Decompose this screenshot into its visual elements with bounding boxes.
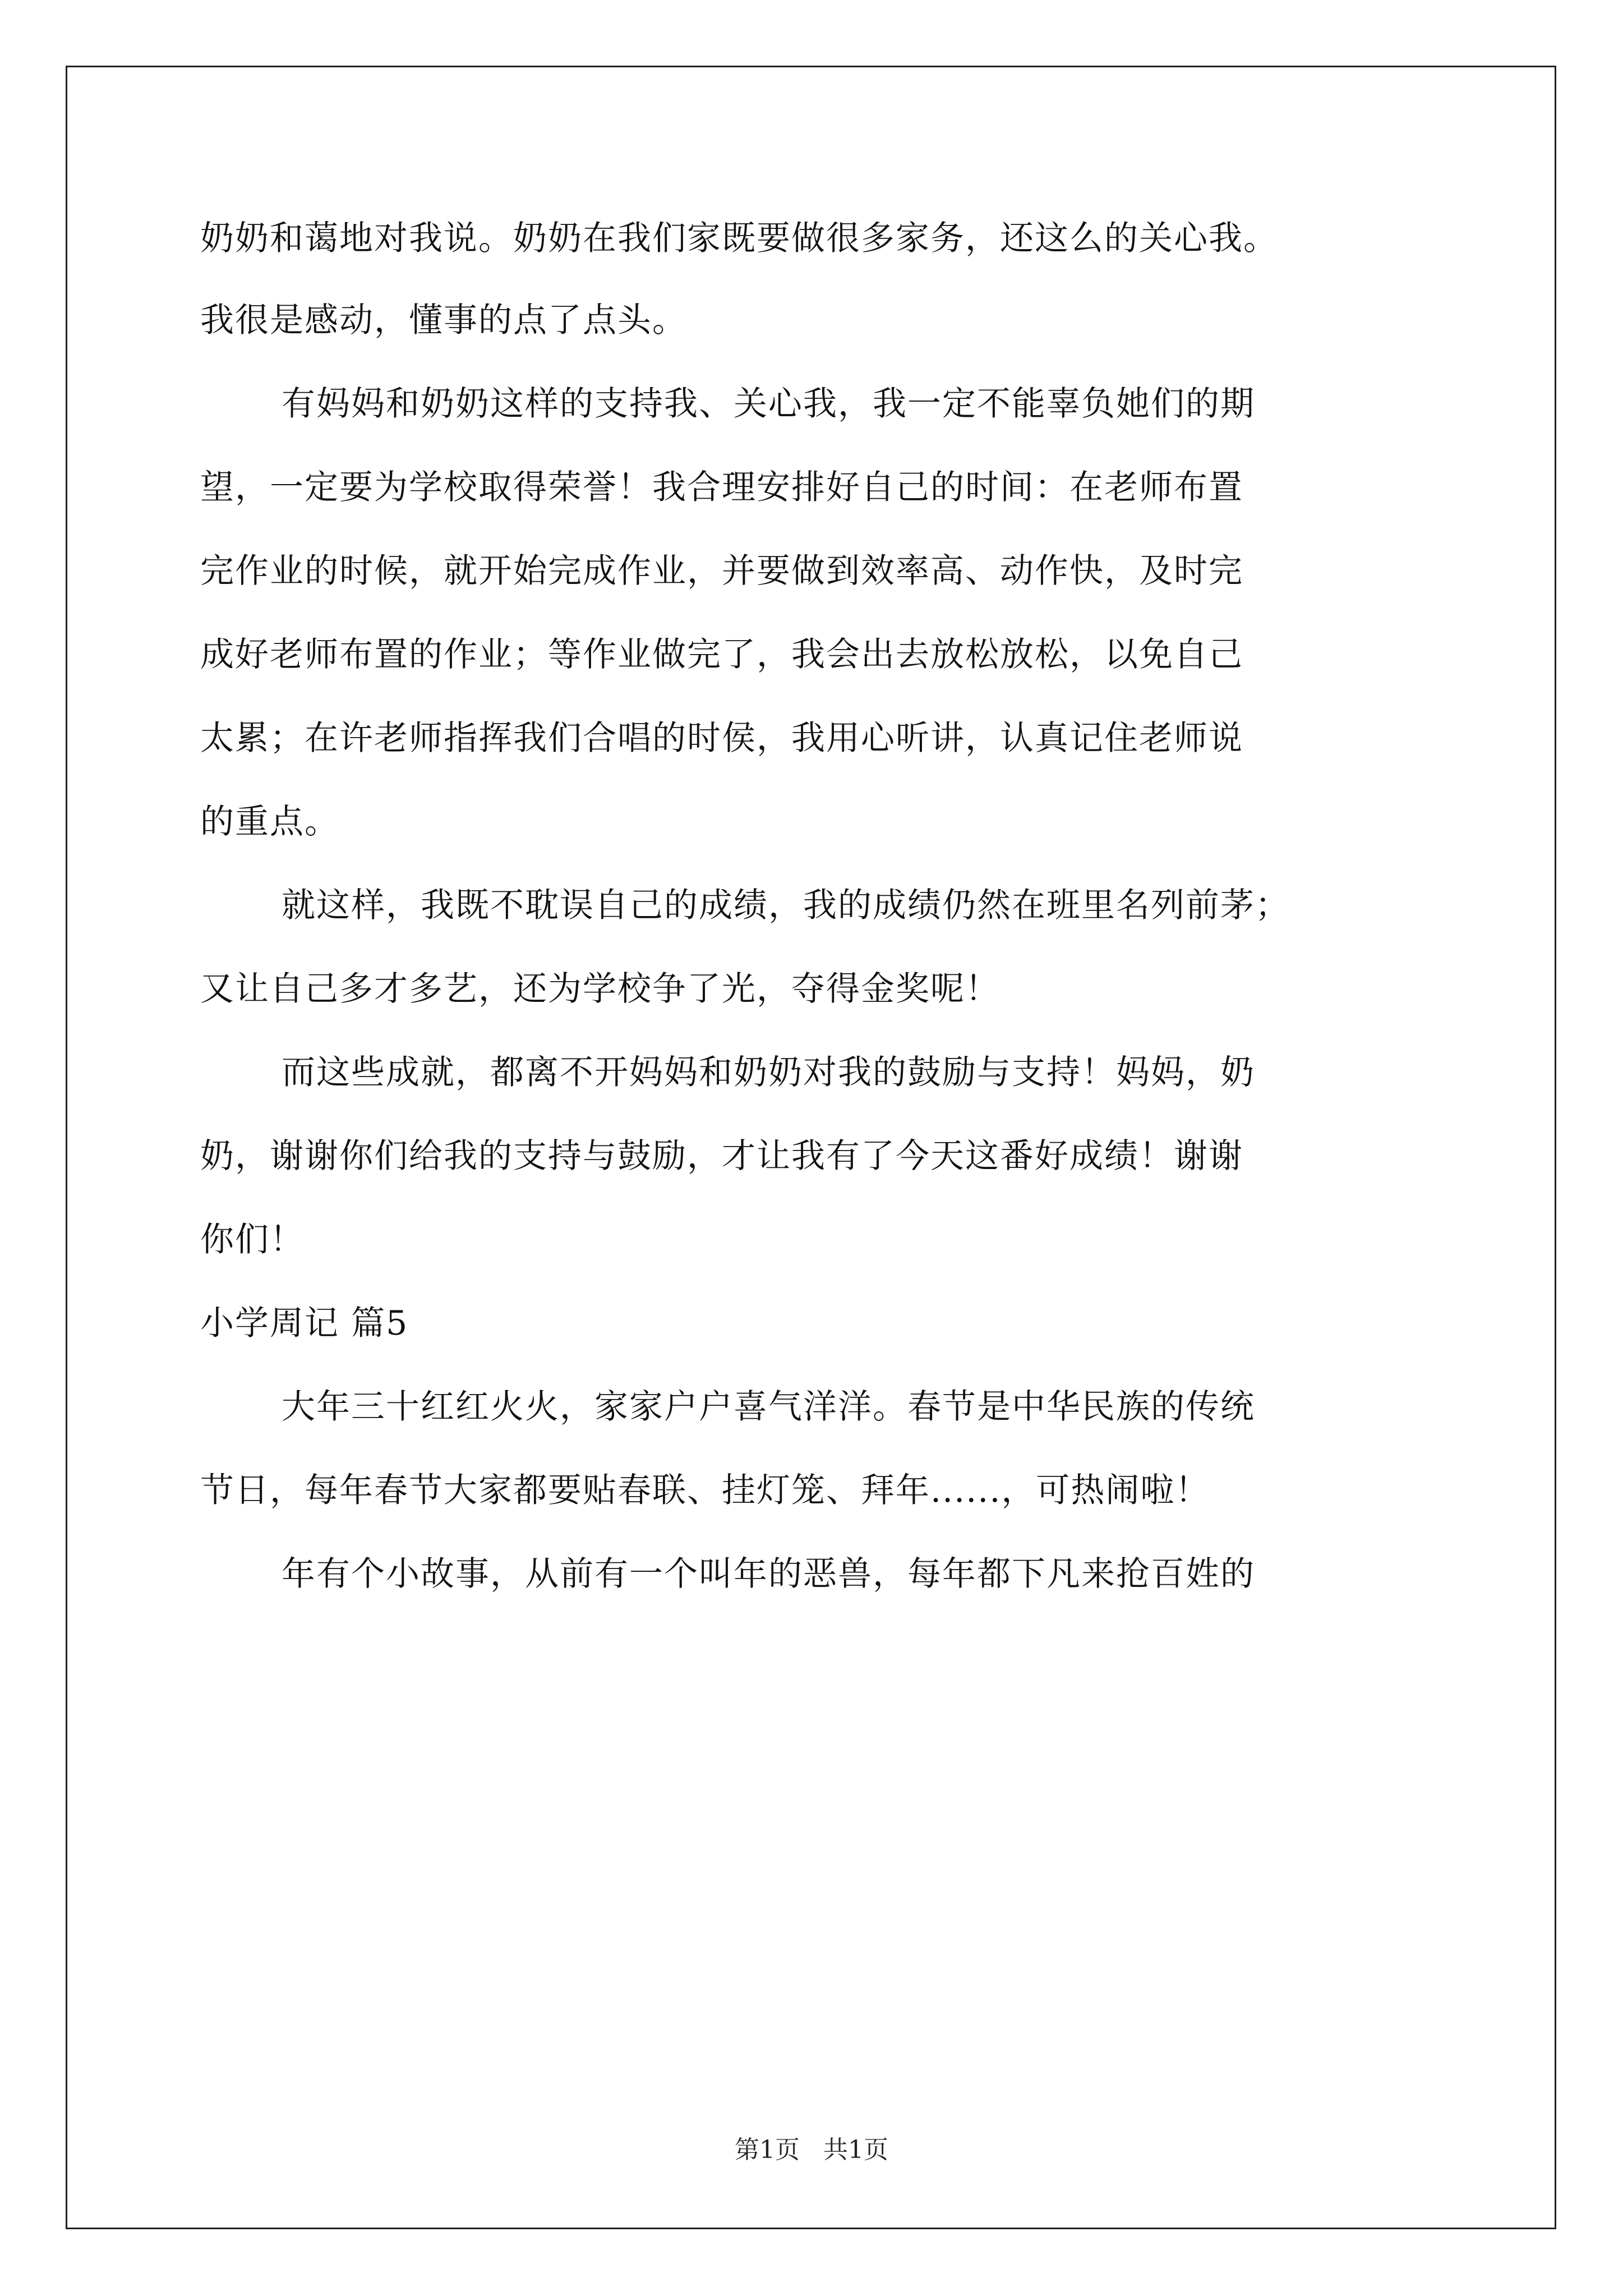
text-line: 的重点。 xyxy=(200,802,339,841)
text-line: 成好老师布置的作业；等作业做完了，我会出去放松放松，以免自己 xyxy=(200,635,1243,674)
text-line: 我很是感动，懂事的点了点头。 xyxy=(200,301,687,340)
text-line: 节日，每年春节大家都要贴春联、挂灯笼、拜年......，可热闹啦！ xyxy=(200,1471,1210,1510)
text-line: 奶，谢谢你们给我的支持与鼓励，才让我有了今天这番好成绩！谢谢 xyxy=(200,1137,1243,1176)
text-line: 完作业的时候，就开始完成作业，并要做到效率高、动作快，及时完 xyxy=(200,551,1243,591)
text-line: 而这些成就，都离不开妈妈和奶奶对我的鼓励与支持！妈妈，奶 xyxy=(282,1053,1255,1092)
text-line: 奶奶和蔼地对我说。奶奶在我们家既要做很多家务，还这么的关心我。 xyxy=(200,219,1278,258)
text-line: 有妈妈和奶奶这样的支持我、关心我，我一定不能辜负她们的期 xyxy=(282,384,1255,424)
text-line: 就这样，我既不耽误自己的成绩，我的成绩仍然在班里名列前茅； xyxy=(282,886,1290,925)
text-line: 年有个小故事，从前有一个叫年的恶兽，每年都下凡来抢百姓的 xyxy=(282,1554,1255,1594)
text-line: 望，一定要为学校取得荣誉！我合理安排好自己的时间：在老师布置 xyxy=(200,468,1243,507)
text-line: 大年三十红红火火，家家户户喜气洋洋。春节是中华民族的传统 xyxy=(282,1387,1255,1427)
text-line: 又让自己多才多艺，还为学校争了光，夺得金奖呢！ xyxy=(200,969,1000,1009)
page-footer: 第1页 共1页 xyxy=(735,2136,888,2164)
section-heading: 小学周记 篇5 xyxy=(200,1304,409,1343)
text-line: 太累；在许老师指挥我们合唱的时侯，我用心听讲，认真记住老师说 xyxy=(200,719,1243,758)
text-line: 你们！ xyxy=(200,1220,305,1259)
